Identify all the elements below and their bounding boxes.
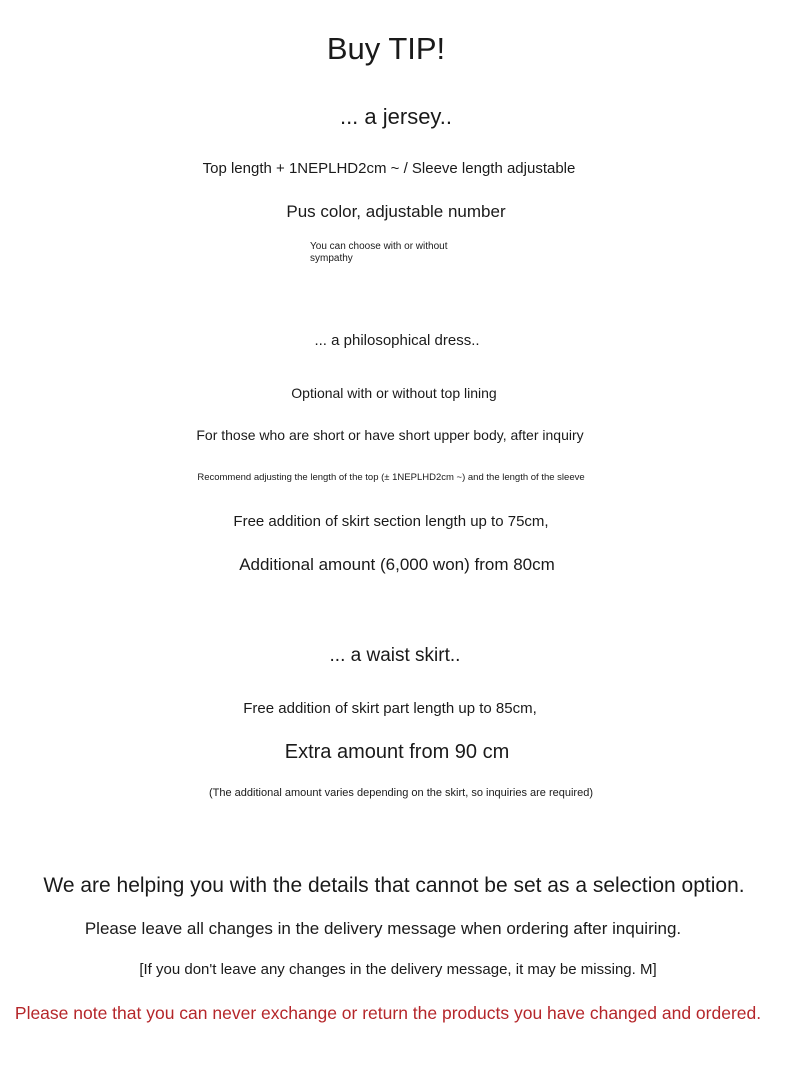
dress-additional: Additional amount (6,000 won) from 80cm xyxy=(239,555,555,574)
jersey-color-number: Pus color, adjustable number xyxy=(286,202,506,221)
skirt-free-length: Free addition of skirt part length up to 85cm, xyxy=(243,700,537,717)
skirt-heading: ... a waist skirt.. xyxy=(329,645,461,666)
helping-text: We are helping you with the details that cannot be set as a selection option. xyxy=(43,874,745,897)
warning-text: Please note that you can never exchange or return the products you have changed and ordered. xyxy=(14,1003,762,1023)
page-title: Buy TIP! xyxy=(326,31,446,66)
jersey-note: You can choose with or without sympathy xyxy=(310,241,448,264)
dress-short-body: For those who are short or have short upper body, after inquiry xyxy=(196,427,584,443)
leave-changes-text: Please leave all changes in the delivery message when ordering after inquiring. xyxy=(84,919,682,938)
skirt-extra: Extra amount from 90 cm xyxy=(284,741,510,763)
jersey-heading: ... a jersey.. xyxy=(339,104,453,129)
dress-free-length: Free addition of skirt section length up to 75cm, xyxy=(233,513,549,530)
dress-recommend: Recommend adjusting the length of the top (± 1NEPLHD2cm ~) and the length of the sleeve xyxy=(197,472,585,483)
missing-text: [If you don't leave any changes in the delivery message, it may be missing. M] xyxy=(139,961,657,978)
skirt-note: (The additional amount varies depending on the skirt, so inquiries are required) xyxy=(209,787,593,799)
dress-lining: Optional with or without top lining xyxy=(291,385,497,401)
dress-heading: ... a philosophical dress.. xyxy=(314,332,480,349)
jersey-top-length: Top length + 1NEPLHD2cm ~ / Sleeve length adjustable xyxy=(202,160,576,177)
